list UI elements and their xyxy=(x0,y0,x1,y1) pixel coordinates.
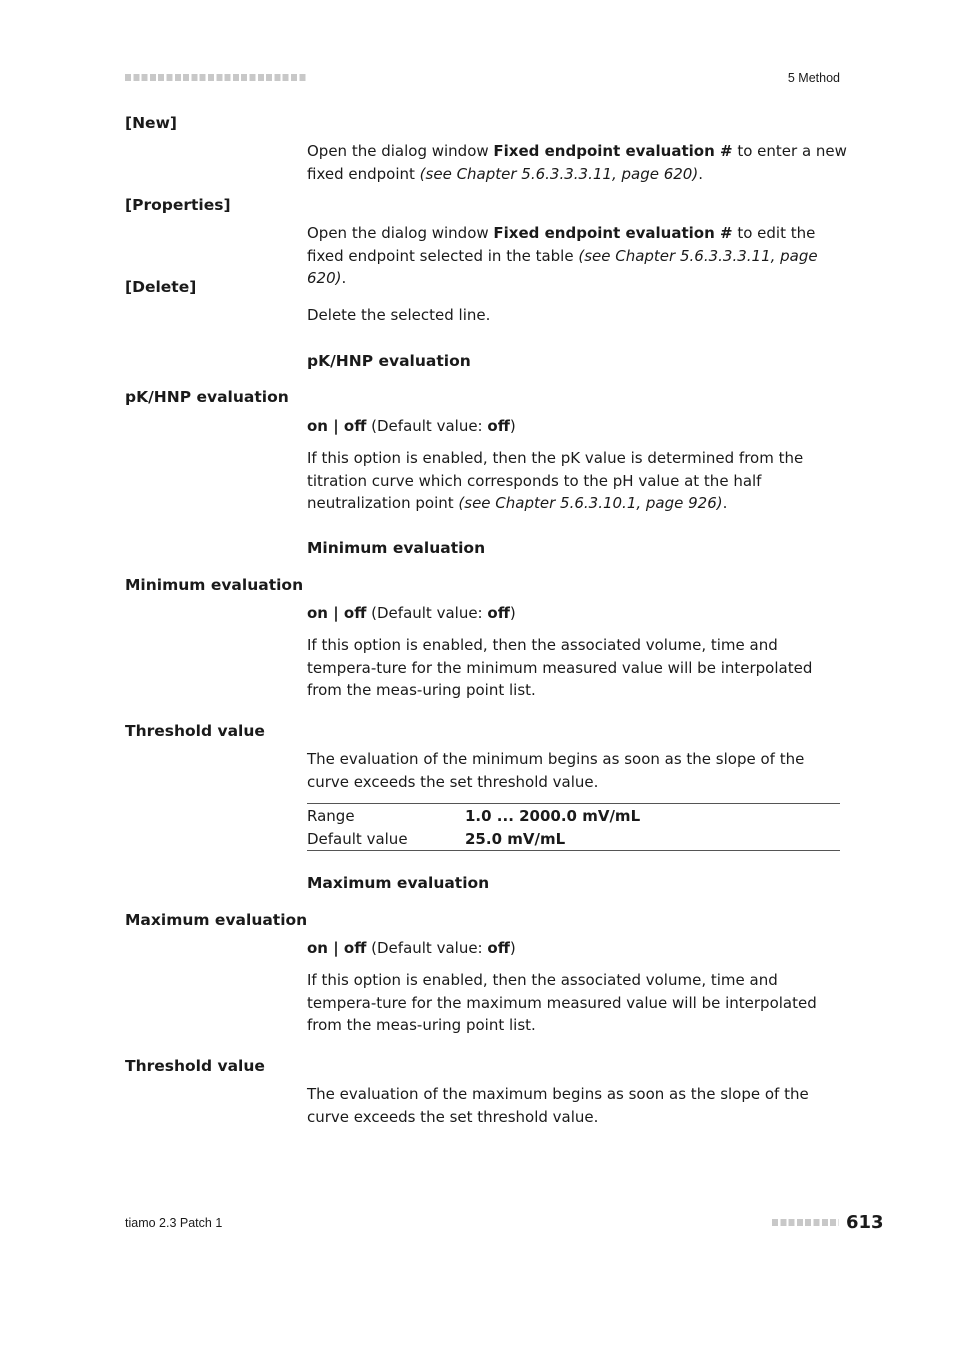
term-delete: [Delete] xyxy=(125,278,197,296)
term-threshold-min: Threshold value xyxy=(125,722,265,740)
option-min: on | off (Default value: off) xyxy=(307,604,516,622)
default-value: 25.0 mV/mL xyxy=(465,829,566,848)
chapter-title: 5 Method xyxy=(787,71,840,85)
option-max: on | off (Default value: off) xyxy=(307,939,516,957)
desc-pk: If this option is enabled, then the pK value is determined from the titration curve which corresponds to the pH value at the half neutralization point (see Chapter 5.6.3.10.1, page 926). xyxy=(307,449,804,512)
section-heading-pk: pK/HNP evaluation xyxy=(307,352,471,370)
chapter-reference[interactable]: (see Chapter 5.6.3.3.3.11, page 620) xyxy=(307,246,818,287)
term-max: Maximum evaluation xyxy=(125,911,308,929)
chapter-reference[interactable]: (see Chapter 5.6.3.10.1, page 926) xyxy=(458,494,723,512)
header-decoration xyxy=(125,74,307,81)
term-pk: pK/HNP evaluation xyxy=(125,388,289,406)
table-row xyxy=(307,804,840,828)
desc-threshold-min: The evaluation of the minimum begins as soon as the slope of the curve exceeds the set threshold value. xyxy=(307,750,805,791)
desc-delete: Delete the selected line. xyxy=(307,306,491,324)
term-min: Minimum evaluation xyxy=(125,576,304,594)
section-heading-max: Maximum evaluation xyxy=(307,874,490,892)
desc-new: Open the dialog window Fixed endpoint evaluation # to enter a new fixed endpoint (see Chapter 5.6.3.3.3.11, page 620). xyxy=(307,142,847,183)
footer-decoration xyxy=(772,1219,839,1226)
desc-properties: Open the dialog window Fixed endpoint evaluation # to edit the fixed endpoint selected in the table (see Chapter 5.6.3.3.3.11, page 620). xyxy=(307,224,818,287)
term-new: [New] xyxy=(125,114,177,132)
desc-threshold-max: The evaluation of the maximum begins as soon as the slope of the curve exceeds the set threshold value. xyxy=(307,1085,809,1126)
chapter-reference[interactable]: (see Chapter 5.6.3.3.3.11, page 620) xyxy=(419,164,699,183)
page-number: 613 xyxy=(846,1212,884,1233)
option-pk: on | off (Default value: off) xyxy=(307,417,516,435)
range-value: 1.0 ... 2000.0 mV/mL xyxy=(465,806,641,825)
desc-max: If this option is enabled, then the associated volume, time and tempera-ture for the maximum measured value will be interpolated from the meas-uring point list. xyxy=(307,971,817,1034)
section-heading-min: Minimum evaluation xyxy=(307,539,486,557)
footer-product: tiamo 2.3 Patch 1 xyxy=(125,1216,223,1230)
default-label: Default value xyxy=(307,829,408,848)
term-properties: [Properties] xyxy=(125,196,231,214)
desc-min: If this option is enabled, then the associated volume, time and tempera-ture for the minimum measured value will be interpolated from the meas-uring point list. xyxy=(307,636,813,699)
threshold-params-table xyxy=(307,803,840,851)
table-row xyxy=(307,827,840,851)
range-label: Range xyxy=(307,806,355,825)
term-threshold-max: Threshold value xyxy=(125,1057,265,1075)
